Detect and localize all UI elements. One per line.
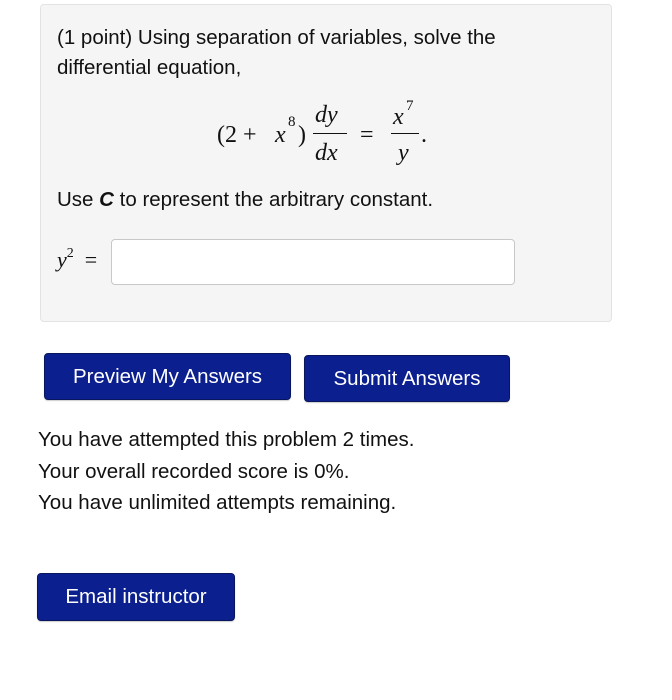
score-text: Your overall recorded score is 0%.: [38, 459, 350, 483]
constant-instruction: [57, 185, 597, 215]
answer-exp: 2: [66, 245, 74, 261]
answer-label: [57, 247, 97, 273]
email-instructor-button[interactable]: Email instructor: [37, 573, 235, 621]
instruction-prefix: Use: [57, 188, 100, 211]
answer-input[interactable]: [111, 239, 515, 285]
preview-answers-button[interactable]: Preview My Answers: [44, 353, 291, 400]
eq-frac-bar-right: [391, 133, 419, 134]
eq-equals: =: [360, 122, 374, 148]
eq-lhs-close: ): [298, 122, 306, 148]
remaining-text: You have unlimited attempts remaining.: [38, 491, 397, 514]
problem-intro: (1 point) Using separation of variables, solve the differential equation,: [57, 26, 496, 79]
answer-equals: =: [84, 247, 98, 272]
problem-panel: [40, 4, 612, 322]
eq-dx: dx: [315, 140, 338, 166]
submit-answers-button[interactable]: Submit Answers: [304, 355, 510, 402]
eq-dy: dy: [315, 102, 338, 128]
eq-lhs-open: (2 +: [217, 122, 257, 148]
eq-period: .: [421, 122, 427, 148]
eq-frac-bar-left: [313, 133, 347, 134]
instruction-constant: C: [99, 188, 114, 211]
eq-lhs-var: x: [275, 122, 286, 148]
attempt-status: [38, 424, 638, 519]
attempts-text: You have attempted this problem 2 times.: [38, 428, 415, 451]
instruction-suffix: to represent the arbitrary constant.: [113, 188, 434, 211]
eq-rhs-den: y: [398, 140, 409, 166]
answer-var: y: [57, 247, 67, 272]
eq-lhs-exp: 8: [288, 114, 296, 130]
differential-equation: [41, 98, 613, 181]
eq-rhs-num-exp: 7: [406, 98, 414, 114]
eq-rhs-num-var: x: [393, 104, 404, 130]
